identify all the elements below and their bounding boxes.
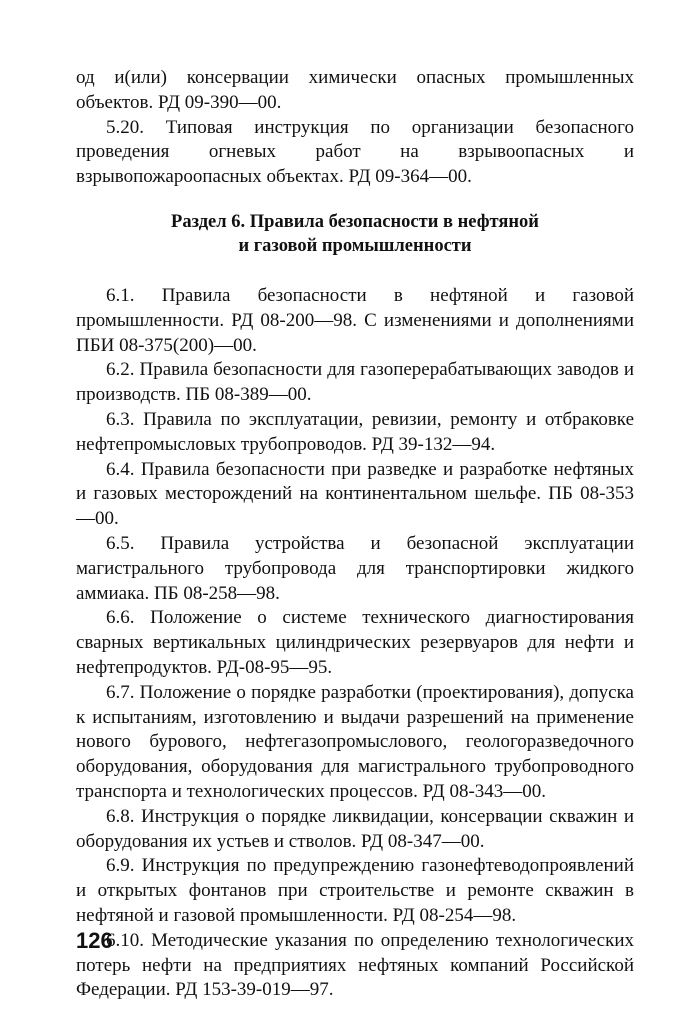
list-item-5-20: 5.20. Типовая инструкция по организации безопасного проведения огневых работ на взрывоопасных и взрывопожароопасных объектах. РД 09-364—00. xyxy=(76,116,634,188)
document-page xyxy=(76,66,634,1003)
section-heading xyxy=(76,210,634,258)
list-item-6-6: 6.6. Положение о системе технического диагностирования сварных вертикальных цилиндрических резервуаров для нефти и нефтепродуктов. РД-08-95—95. xyxy=(76,607,634,678)
list-item-6-9: 6.9. Инструкция по предупреждению газонефтеводопроявлений и открытых фонтанов при строительстве и ремонте скважин в нефтяной и газовой промышленности. РД 08-254—98. xyxy=(76,855,634,926)
page-number: 126 xyxy=(76,928,113,953)
list-item-6-8: 6.8. Инструкция о порядке ликвидации, консервации скважин и оборудования их устьев и стволов. РД 08-347—00. xyxy=(76,805,634,852)
section-heading-line-2: и газовой промышленности xyxy=(238,235,472,256)
list-item-6-4: 6.4. Правила безопасности при разведке и разработке нефтяных и газовых месторождений на континентальном шельфе. ПБ 08-353—00. xyxy=(76,458,634,530)
list-item-6-2: 6.2. Правила безопасности для газоперерабатывающих заводов и производств. ПБ 08-389—00. xyxy=(76,359,634,406)
continued-paragraph: од и(или) консервации химически опасных промышленных объектов. РД 09-390—00. xyxy=(76,67,634,113)
list-item-6-7: 6.7. Положение о порядке разработки (проектирования), допуска к испытаниям, изготовлению и выдачи разрешений на применение нового бурового, нефтегазопромыслового, геологоразведочного оборудования, оборудования для магистрального трубопроводного транспорта и технологических процессов. РД 08-343—00. xyxy=(76,681,634,802)
list-item-6-5: 6.5. Правила устройства и безопасной эксплуатации магистрального трубопровода для транспортировки жидкого аммиака. ПБ 08-258—98. xyxy=(76,532,634,604)
list-item-6-1: 6.1. Правила безопасности в нефтяной и газовой промышленности. РД 08-200—98. С изменениями и дополнениями ПБИ 08-375(200)—00. xyxy=(76,284,634,356)
list-item-6-3: 6.3. Правила по эксплуатации, ревизии, ремонту и отбраковке нефтепромысловых трубопроводов. РД 39-132—94. xyxy=(76,408,634,455)
list-item-6-10: 6.10. Методические указания по определению технологических потерь нефти на предприятиях нефтяных компаний Российской Федерации. РД 153-39-019—97. xyxy=(76,929,634,1001)
section-heading-line-1: Раздел 6. Правила безопасности в нефтяной xyxy=(171,211,539,232)
